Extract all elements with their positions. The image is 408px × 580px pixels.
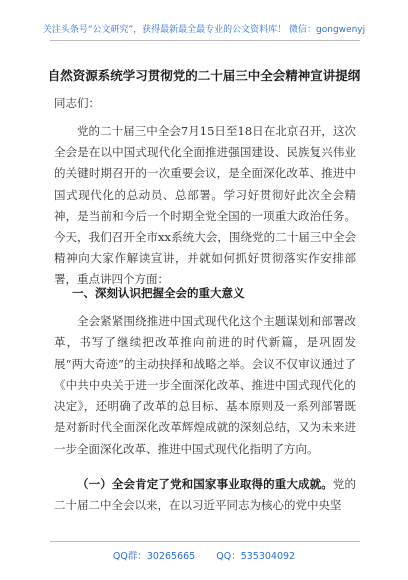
paragraph-intro: 党的二十届三中全会7月15日至18日在北京召开，这次全会是在以中国式现代化全面推进强国建设、民族复兴伟业的关键时期召开的一次重要会议，是全面深化改革、推进中国式现代化的总动员、总部署。学习好贯彻好此次全会精神，是当前和今后一个时期全党全国的一项重大政治任务。今天，我们召开全市xx系统大会，围绕党的二十届三中全会精神向大家作解读宣讲，并就如何抓好贯彻落实作安排部署，重点讲四个方面：	[54, 124, 356, 287]
paragraph-significance: 全会紧紧围绕推进中国式现代化这个主题谋划和部署改革，书写了继续把改革推向前进的时代新篇，是巩固发展“两大奇迹”的主动抉择和战略之举。会议不仅审议通过了《中共中央关于进一步全面深化改革、推进中国式现代化的决定》，还明确了改革的总目标、基本原则及一系列部署既是对新时代全面深化改革辉煌成就的深刻总结，又为未来进一步全面深化改革、推进中国式现代化指明了方向。	[54, 314, 356, 456]
section-heading-1: 一、深刻认识把握全会的重大意义	[72, 286, 245, 300]
header-divider	[50, 40, 360, 41]
salutation: 同志们：	[54, 96, 100, 110]
footer-qq-number: QQ：535304092	[216, 551, 296, 562]
footer-qq-group: QQ群：30265665	[112, 551, 196, 562]
footer-divider	[50, 541, 360, 542]
paragraph-achievements-text: 党的二十届二中全会以来，在以习近平同志为核心的党中央坚	[54, 477, 357, 513]
paragraph-achievements	[54, 474, 356, 516]
header-promo-banner: 关注头条号“公文研究”，获得最新最全最专业的公文资料库！ 微信：gongwenyj	[42, 25, 366, 35]
document-title: 自然资源系统学习贯彻党的二十届三中全会精神宣讲提纲	[47, 68, 361, 83]
footer-contact	[0, 548, 408, 562]
subheading-1: （一）全会肯定了党和国家事业取得的重大成就。	[77, 477, 333, 491]
